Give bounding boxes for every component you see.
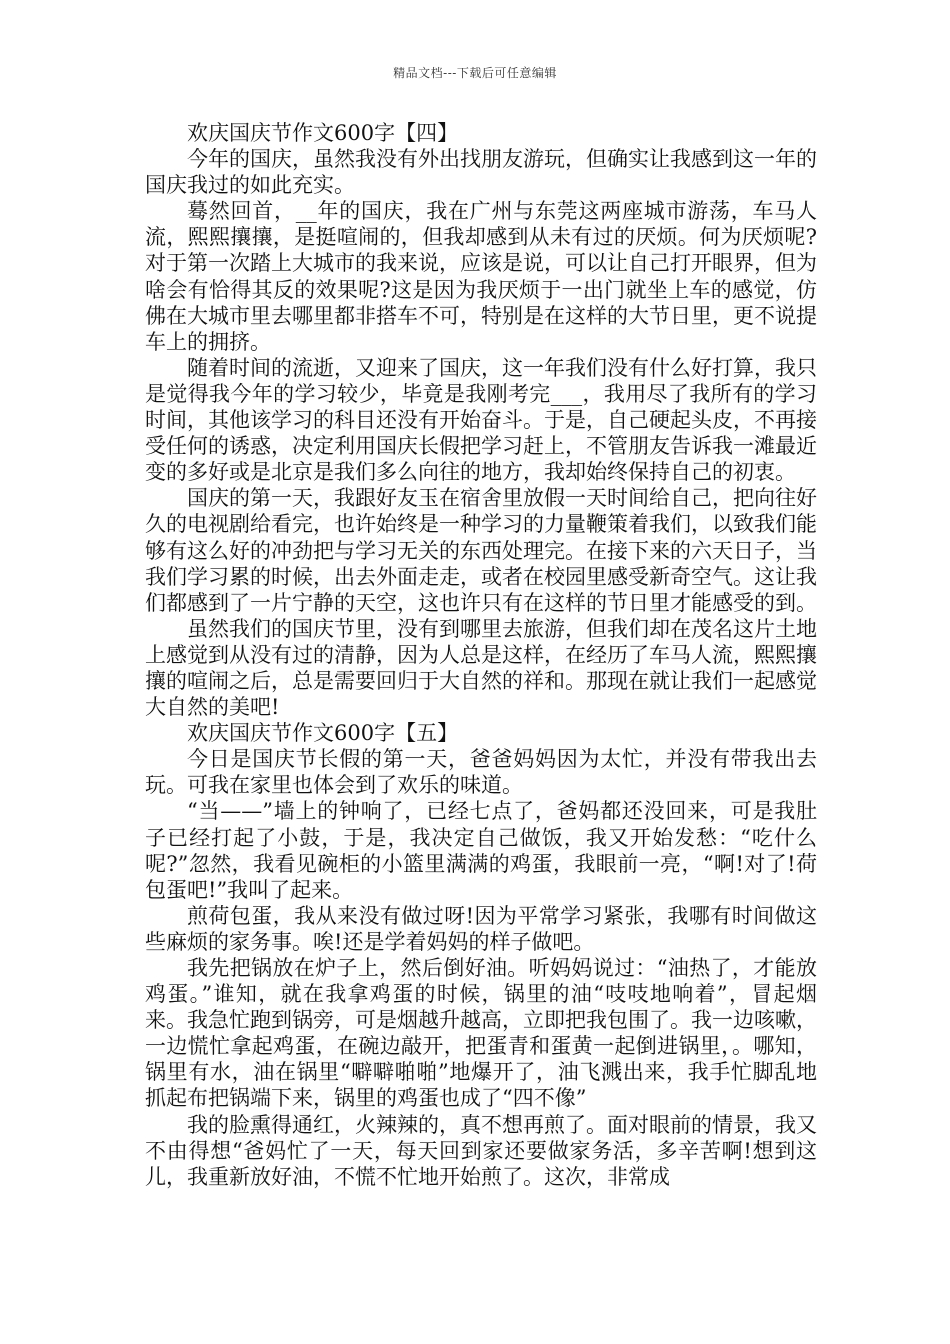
paragraph: 我的脸熏得通红，火辣辣的，真不想再煎了。面对眼前的情景，我又不由得想“爸妈忙了一天，每天回到家还要做家务活，多辛苦啊!想到这儿，我重新放好油，不慌不忙地开始煎了。这次，非常成 [145,1112,817,1189]
paragraph: 虽然我们的国庆节里，没有到哪里去旅游，但我们却在茂名这片土地上感觉到从没有过的清静，因为人总是这样，在经历了车马人流，熙熙攘攘的喧闹之后，总是需要回归于大自然的祥和。那现在就让我们一起感觉大自然的美吧! [145,616,817,720]
page-header: 精品文档---下载后可任意编辑 [393,66,557,80]
essay-title-4: 欢庆国庆节作文600字【四】 [187,121,459,145]
document-body [145,120,817,1190]
paragraph: 我先把锅放在炉子上，然后倒好油。听妈妈说过：“油热了，才能放鸡蛋。”谁知，就在我拿鸡蛋的时候，锅里的油“吱吱地响着”，冒起烟来。我急忙跑到锅旁，可是烟越升越高，立即把我包围了。我一边咳嗽，一边慌忙拿起鸡蛋，在碗边敲开，把蛋青和蛋黄一起倒进锅里，。哪知，锅里有水，油在锅里“噼噼啪啪”地爆开了，油飞溅出来，我手忙脚乱地抓起布把锅端下来，锅里的鸡蛋也成了“四不像” [145,956,817,1111]
paragraph: 今年的国庆，虽然我没有外出找朋友游玩，但确实让我感到这一年的国庆我过的如此充实。 [145,147,817,198]
paragraph: “当——”墙上的钟响了，已经七点了，爸妈都还没回来，可是我肚子已经打起了小鼓，于是，我决定自己做饭，我又开始发愁：“吃什么呢?”忽然，我看见碗柜的小篮里满满的鸡蛋，我眼前一亮，“啊!对了!荷包蛋吧!”我叫了起来。 [145,799,817,902]
paragraph: 今日是国庆节长假的第一天，爸爸妈妈因为太忙，并没有带我出去玩。可我在家里也体会到了欢乐的味道。 [145,747,817,798]
paragraph: 蓦然回首，__年的国庆，我在广州与东莞这两座城市游荡，车马人流，熙熙攘攘，是挺喧闹的，但我却感到从未有过的厌烦。何为厌烦呢?对于第一次踏上大城市的我来说，应该是说，可以让自己打开眼界，但为啥会有恰得其反的效果呢?这是因为我厌烦于一出门就坐上车的感觉，仿佛在大城市里去哪里都非搭车不可，特别是在这样的大节日里，更不说提车上的拥挤。 [145,199,817,354]
paragraph: 随着时间的流逝，又迎来了国庆，这一年我们没有什么好打算，我只是觉得我今年的学习较少，毕竟是我刚考完___，我用尽了我所有的学习时间，其他该学习的科目还没有开始奋斗。于是，自己硬起头皮，不再接受任何的诱惑，决定利用国庆长假把学习赶上，不管朋友告诉我一滩最近变的多好或是北京是我们多么向往的地方，我却始终保持自己的初衷。 [145,355,817,485]
essay-title-5: 欢庆国庆节作文600字【五】 [187,721,459,746]
paragraph: 煎荷包蛋，我从来没有做过呀!因为平常学习紧张，我哪有时间做这些麻烦的家务事。唉!还是学着妈妈的样子做吧。 [145,903,817,954]
paragraph: 国庆的第一天，我跟好友玉在宿舍里放假一天时间给自己，把向往好久的电视剧给看完，也许始终是一种学习的力量鞭策着我们，以致我们能够有这么好的冲劲把与学习无关的东西处理完。在接下来的六天日子，当我们学习累的时候，出去外面走走，或者在校园里感受新奇空气。这让我们都感到了一片宁静的天空，这也许只有在这样的节日里才能感受的到。 [145,486,817,615]
